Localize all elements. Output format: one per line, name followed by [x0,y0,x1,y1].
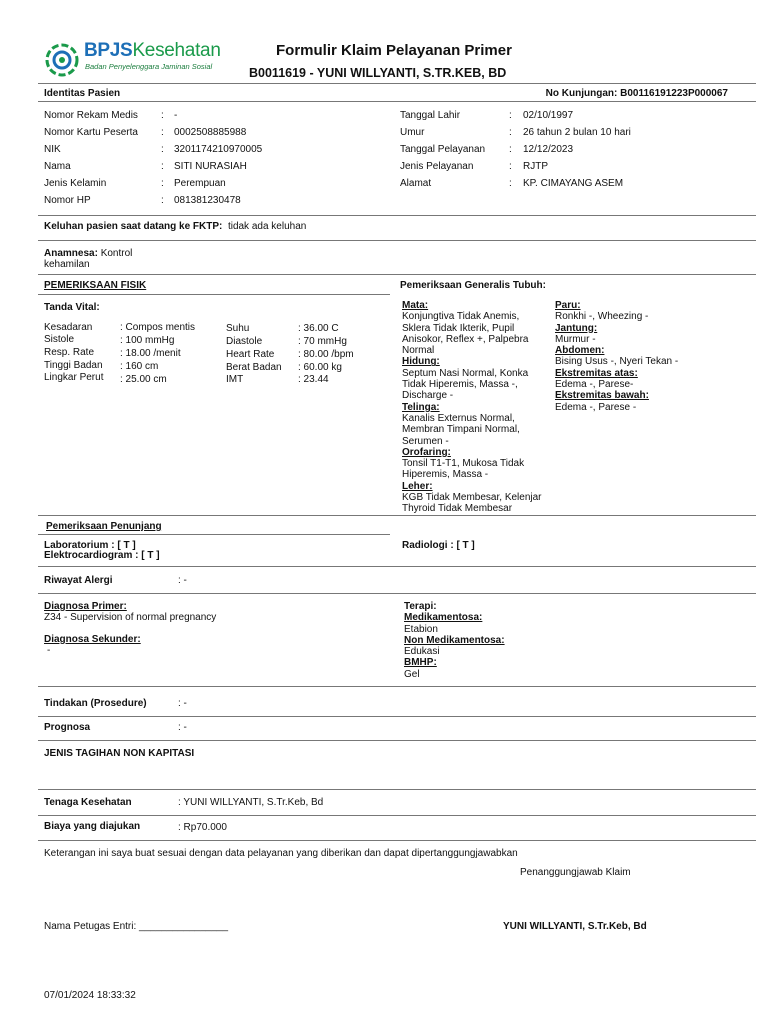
radiologi-status: Radiologi : [ T ] [402,540,475,551]
diagnosa-primer-value: Z34 - Supervision of normal pregnancy [44,612,217,623]
generalis-head: Abdomen: [555,345,605,357]
colon: : [509,144,512,155]
vital-value: : 25.00 cm [120,374,167,385]
value-nomor-hp: 081381230478 [174,195,241,206]
vital-value: : 23.44 [298,374,329,385]
generalis-line: Tidak Hiperemis, Massa -, [402,379,518,391]
generalis-line: Discharge - [402,390,454,402]
value-tanggal-pelayanan: 12/12/2023 [523,144,574,155]
terapi-label: Terapi: [404,601,437,612]
vital-label: IMT [226,374,244,385]
anamnesa-label: Anamnesa: [44,248,98,259]
anamnesa-row [44,248,132,259]
vital-value: : 36.00 C [298,323,339,334]
vital-value: : 70 mmHg [298,336,347,347]
vital-label: Sistole [44,334,75,345]
label-rekam-medis: Nomor Rekam Medis [44,110,138,121]
penanggungjawab-label: Penanggungjawab Klaim [520,867,631,878]
tindakan-value: : - [178,698,187,709]
generalis-line: Ronkhi -, Wheezing - [555,311,649,323]
vital-label: Diastole [226,336,263,347]
prognosa-label: Prognosa [44,722,91,733]
value-jenis-pelayanan: RJTP [523,161,548,172]
vital-label: Tinggi Badan [44,360,103,371]
medikamentosa-value: Etabion [404,623,438,635]
printed-timestamp: 07/01/2024 18:33:32 [44,990,136,1001]
keterangan-text: Keterangan ini saya buat sesuai dengan data pelayanan yang diberikan dan dapat dipertanggungjawabkan [44,848,518,859]
value-kartu-peserta: 0002508885988 [174,127,247,138]
label-jenis-pelayanan: Jenis Pelayanan [400,161,474,172]
colon: : [161,127,164,138]
generalis-right [555,300,755,413]
logo-brand: BPJS [84,40,133,61]
diagnosa-sekunder-value: - [47,645,51,656]
generalis-head: Hidung: [402,356,440,368]
signer-name: YUNI WILLYANTI, S.Tr.Keb, Bd [503,921,647,932]
generalis-line: Anisokor, Reflex +, Palpebra [402,333,529,345]
value-nama: SITI NURASIAH [174,161,247,172]
no-kunjungan: No Kunjungan: B00116191223P000067 [545,88,728,99]
logo-brand2: Kesehatan [132,40,221,61]
vital-label: Resp. Rate [44,347,95,358]
vital-label: Kesadaran [44,322,93,333]
generalis-line: KGB Tidak Membesar, Kelenjar [402,492,542,504]
tenaga-value: : YUNI WILLYANTI, S.Tr.Keb, Bd [178,797,324,808]
non-medikamentosa-label: Non Medikamentosa: [404,634,505,646]
jenis-tagihan-heading: JENIS TAGIHAN NON KAPITASI [44,748,195,759]
label-nik: NIK [44,144,61,155]
generalis-line: Thyroid Tidak Membesar [402,503,513,515]
generalis-line: Serumen - [402,435,449,447]
penunjang-heading: Pemeriksaan Penunjang [46,521,162,532]
value-tanggal-lahir: 02/10/1997 [523,110,574,121]
anamnesa-value: Kontrol [100,248,133,259]
non-medikamentosa-value: Edukasi [404,646,440,658]
value-alamat: KP. CIMAYANG ASEM [523,178,624,189]
generalis-line: Kanalis Externus Normal, [402,412,515,424]
diagnosa-sekunder-label: Diagnosa Sekunder: [44,634,141,645]
petugas-entri: Nama Petugas Entri: ________________ [44,921,229,932]
generalis-line: Hiperemis, Massa - [402,469,489,481]
label-tanggal-pelayanan: Tanggal Pelayanan [400,144,486,155]
medikamentosa-label: Medikamentosa: [404,612,483,624]
generalis-line: Tonsil T1-T1, Mukosa Tidak [402,458,525,470]
generalis-line: Normal [402,345,435,357]
value-nik: 3201174210970005 [174,144,263,155]
generalis-line: Edema -, Parese - [555,401,637,413]
generalis-line: Bising Usus -, Nyeri Tekan - [555,356,679,368]
generalis-head: Paru: [555,300,581,311]
colon: : [161,144,164,155]
value-umur: 26 tahun 2 bulan 10 hari [523,127,631,138]
tanda-vital-heading: Tanda Vital: [44,302,100,313]
vital-label: Lingkar Perut [44,372,104,383]
terapi-block [404,601,704,680]
identitas-heading: Identitas Pasien [44,88,121,99]
lab-status: Laboratorium : [ T ] [44,540,136,551]
diagnosa-primer-label: Diagnosa Primer: [44,601,127,612]
label-nomor-hp: Nomor HP [44,195,91,206]
generalis-head: Telinga: [402,401,440,413]
colon: : [509,161,512,172]
alergi-label: Riwayat Alergi [44,575,113,586]
anamnesa-value-cont: kehamilan [44,259,90,270]
generalis-head: Leher: [402,480,433,492]
bmhp-value: Gel [404,668,420,680]
generalis-head: Orofaring: [402,446,451,458]
biaya-label: Biaya yang diajukan [44,821,141,832]
ekg-status: Elektrocardiogram : [ T ] [44,550,160,561]
generalis-head: Mata: [402,300,429,311]
generalis-line: Membran Timpani Normal, [402,424,520,436]
alergi-value: : - [178,575,187,586]
generalis-heading: Pemeriksaan Generalis Tubuh: [400,280,546,291]
keluhan-row [44,221,306,232]
biaya-value: : Rp70.000 [178,822,227,833]
generalis-head: Ekstremitas bawah: [555,390,649,402]
form-subtitle: B0011619 - YUNI WILLYANTI, S.TR.KEB, BD [249,66,507,80]
colon: : [161,178,164,189]
vital-label: Suhu [226,323,250,334]
generalis-line: Septum Nasi Normal, Konka [402,367,529,379]
bpjs-logo-icon [44,42,80,78]
keluhan-label: Keluhan pasien saat datang ke FKTP: [44,221,223,232]
colon: : [161,195,164,206]
generalis-head: Ekstremitas atas: [555,367,638,379]
generalis-head: Jantung: [555,322,598,334]
vital-value: : Compos mentis [120,322,196,333]
label-nama: Nama [44,161,71,172]
fisik-heading: PEMERIKSAAN FISIK [44,280,147,291]
bmhp-label: BMHP: [404,657,437,669]
vital-label: Heart Rate [226,349,275,360]
prognosa-value: : - [178,722,187,733]
value-jenis-kelamin: Perempuan [174,178,226,189]
generalis-line: Sklera Tidak Ikterik, Pupil [402,322,515,334]
vital-value: : 18.00 /menit [120,348,181,359]
vital-value: : 60.00 kg [298,362,342,373]
form-title: Formulir Klaim Pelayanan Primer [276,42,512,59]
colon: : [509,110,512,121]
vital-label: Berat Badan [226,362,282,373]
generalis-left [402,300,552,515]
label-umur: Umur [400,127,425,138]
colon: : [161,161,164,172]
label-kartu-peserta: Nomor Kartu Peserta [44,127,138,138]
generalis-line: Konjungtiva Tidak Anemis, [402,311,520,323]
tenaga-label: Tenaga Kesehatan [44,797,132,808]
vital-value: : 100 mmHg [120,335,175,346]
value-rekam-medis: - [174,110,178,121]
tindakan-label: Tindakan (Prosedure) [44,698,147,709]
keluhan-value: tidak ada keluhan [227,221,307,232]
label-tanggal-lahir: Tanggal Lahir [400,110,461,121]
label-jenis-kelamin: Jenis Kelamin [44,178,107,189]
colon: : [161,110,164,121]
generalis-line: Edema -, Parese- [555,379,634,391]
vital-value: : 80.00 /bpm [298,349,354,360]
colon: : [509,178,512,189]
label-alamat: Alamat [400,178,432,189]
logo-subtitle: Badan Penyelenggara Jaminan Sosial [85,62,213,71]
vital-value: : 160 cm [120,361,159,372]
colon: : [509,127,512,138]
generalis-line: Murmur - [555,333,596,345]
